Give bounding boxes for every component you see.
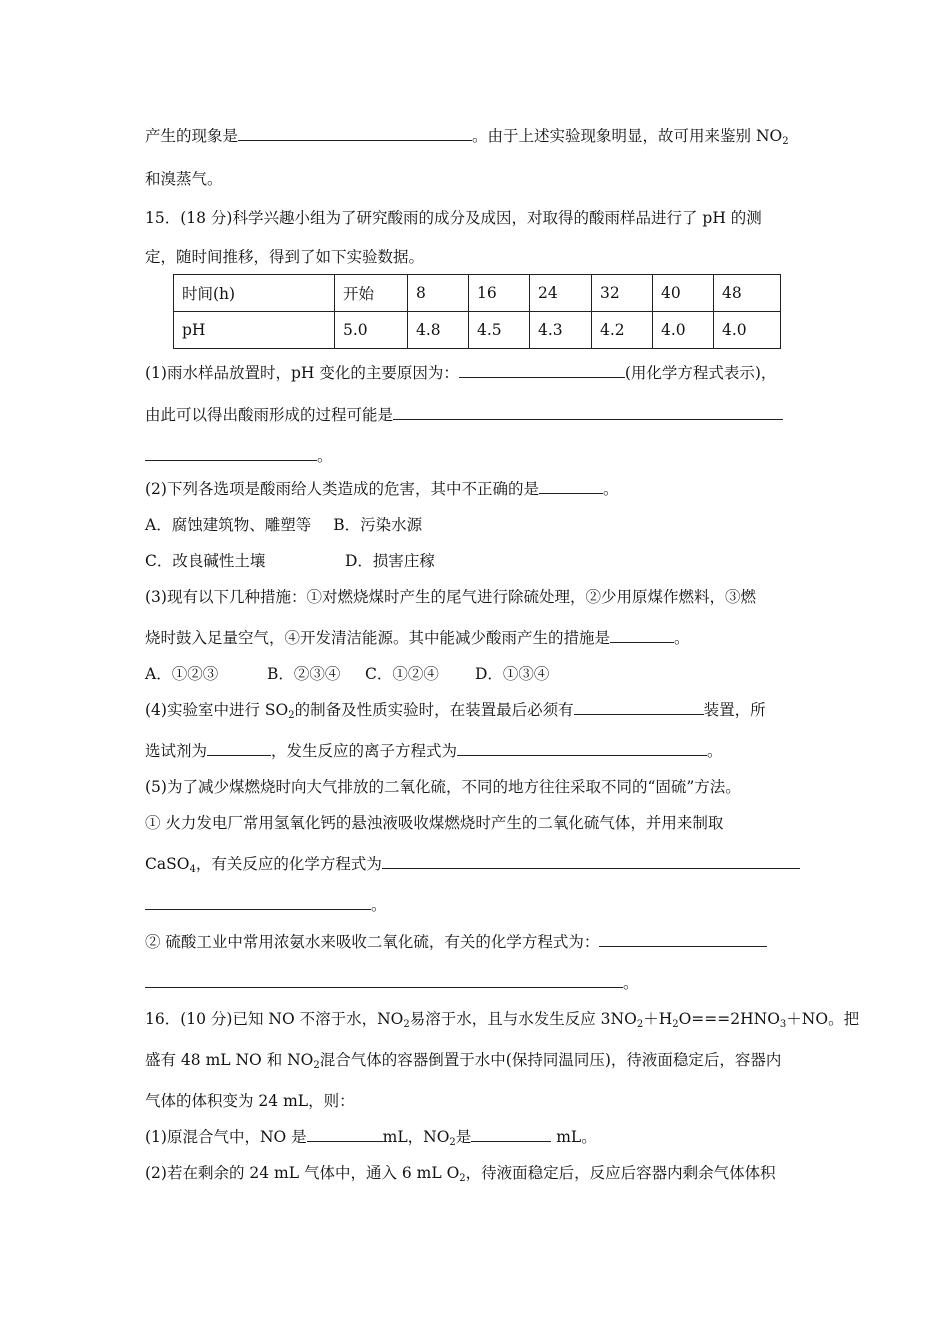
question-15-part-5-item-2: ② 硫酸工业中常用浓氨水来吸收二氧化硫，有关的化学方程式为：	[145, 931, 767, 953]
answer-blank[interactable]	[393, 405, 783, 420]
table-cell: 5.0	[335, 312, 408, 349]
line-bromine: 和溴蒸气。	[145, 170, 223, 188]
table-cell: 4.0	[714, 312, 781, 349]
question-15-part-1-cont: 由此可以得出酸雨形成的过程可能是	[145, 404, 783, 426]
question-16-stem-end: 气体的体积变为 24 mL，则：	[145, 1092, 355, 1110]
table-cell: 4.8	[408, 312, 469, 349]
question-15-part-3-cont: 烧时鼓入足量空气，④开发清洁能源。其中能减少酸雨产生的措施是 。	[145, 629, 690, 647]
answer-blank[interactable]	[145, 895, 371, 910]
answer-blank[interactable]	[382, 854, 800, 869]
table-cell: 时间(h)	[174, 275, 335, 312]
options-ab	[145, 514, 422, 536]
answer-blank[interactable]	[307, 1127, 383, 1142]
option-c: C．①②④	[365, 665, 439, 683]
answer-blank[interactable]	[145, 973, 623, 988]
table-cell: 4.5	[469, 312, 530, 349]
table-cell: 开始	[335, 275, 408, 312]
option-a: A．腐蚀建筑物、雕塑等	[145, 516, 312, 534]
table-row	[174, 312, 781, 349]
answer-blank[interactable]	[238, 126, 472, 141]
table-cell: pH	[174, 312, 335, 349]
option-d: D．①③④	[475, 665, 550, 683]
option-a: A．①②③	[145, 665, 219, 683]
answer-blank[interactable]	[599, 932, 767, 947]
line-phenomenon: 产生的现象是 。由于上述实验现象明显，故可用来鉴别 $NO_2$	[145, 127, 789, 147]
question-16-part-2: (2)若在剩余的 24 mL 气体中，通入 6 mL $O_2$，待液面稳定后，反应后容器内剩余气体体积	[145, 1164, 776, 1184]
table-cell: 8	[408, 275, 469, 312]
answer-blank[interactable]	[610, 628, 674, 643]
question-15-part-5: (5)为了减少煤燃烧时向大气排放的二氧化硫，不同的地方往往采取不同的“固硫”方法。	[145, 778, 741, 796]
answer-blank[interactable]	[574, 700, 704, 715]
question-15-part-5-item-1-end: 。	[145, 894, 387, 916]
table-cell: 32	[592, 275, 653, 312]
question-15-stem-cont: 定，随时间推移，得到了如下实验数据。	[145, 248, 425, 266]
option-c: C．改良碱性土壤	[145, 552, 266, 570]
question-15-part-4-cont: 选试剂为 ，发生反应的离子方程式为 。	[145, 742, 723, 760]
table-cell: 48	[714, 275, 781, 312]
option-b: B．②③④	[267, 665, 341, 683]
question-15-part-5-item-1-cont: CaSO$_4$，有关反应的化学方程式为	[145, 853, 800, 875]
question-16-part-1: (1)原混合气中，NO 是 mL，$NO_2$是 mL。	[145, 1128, 597, 1148]
answer-blank[interactable]	[457, 741, 707, 756]
option-b: B．污染水源	[333, 516, 423, 534]
answer-blank[interactable]	[459, 363, 625, 378]
option-d: D．损害庄稼	[345, 552, 435, 570]
question-15-part-5-item-2-end: 。	[145, 972, 639, 994]
table-row	[174, 275, 781, 312]
question-15-stem: 15．(18 分)科学兴趣小组为了研究酸雨的成分及成因，对取得的酸雨样品进行了 pH 的测	[145, 209, 762, 227]
question-15-part-3: (3)现有以下几种措施：①对燃烧煤时产生的尾气进行除硫处理，②少用原煤作燃料，③燃	[145, 588, 756, 606]
question-15-part-2: (2)下列各选项是酸雨给人类造成的危害，其中不正确的是 。	[145, 480, 619, 498]
question-16-stem-cont: 盛有 48 mL NO 和 $NO_2$混合气体的容器倒置于水中(保持同温同压)，待液面稳定后，容器内	[145, 1051, 782, 1071]
question-15-part-1: (1)雨水样品放置时，pH 变化的主要原因为： (用化学方程式表示)，	[145, 364, 777, 382]
options-cd	[145, 550, 435, 572]
table-cell: 24	[530, 275, 592, 312]
table-cell: 16	[469, 275, 530, 312]
answer-blank[interactable]	[207, 741, 271, 756]
question-15-part-4: (4)实验室中进行 $SO_2$的制备及性质实验时，在装置最后必须有 装置，所	[145, 701, 766, 721]
table-cell: 4.3	[530, 312, 592, 349]
question-15-part-5-item-1: ① 火力发电厂常用氢氧化钙的悬浊液吸收煤燃烧时产生的二氧化硫气体，并用来制取	[145, 814, 724, 832]
ph-data-table	[173, 274, 781, 349]
question-15-part-1-end: 。	[145, 445, 333, 467]
answer-blank[interactable]	[539, 479, 603, 494]
answer-blank[interactable]	[471, 1127, 551, 1142]
options-part-3	[145, 663, 549, 685]
table-cell: 4.0	[653, 312, 714, 349]
table-cell: 40	[653, 275, 714, 312]
answer-blank[interactable]	[145, 446, 317, 461]
table-cell: 4.2	[592, 312, 653, 349]
question-16-stem: 16．(10 分)已知 NO 不溶于水，$NO_2$易溶于水，且与水发生反应 $3NO_2+H_2O===2HNO_3+NO$。把	[145, 1010, 860, 1030]
